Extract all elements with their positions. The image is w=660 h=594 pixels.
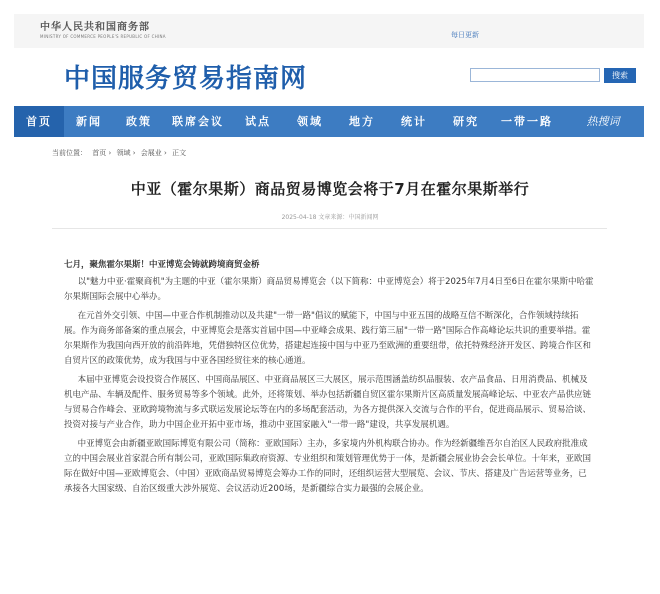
top-bar xyxy=(14,14,644,49)
ministry-english-name: MINISTRY OF COMMERCE PEOPLE'S REPUBLIC OF CHINA xyxy=(40,34,166,39)
title-divider xyxy=(52,228,607,229)
breadcrumb-label: 当前位置： xyxy=(52,149,87,157)
ministry-name[interactable]: 中华人民共和国商务部 xyxy=(40,22,150,33)
main-nav xyxy=(14,106,644,137)
breadcrumb-exhibition[interactable]: 会展业 xyxy=(140,149,162,157)
breadcrumb-current: 正文 xyxy=(172,149,187,157)
breadcrumb xyxy=(52,148,189,158)
site-logo-title[interactable]: 中国服务贸易指南网 xyxy=(64,64,308,94)
daily-update-link[interactable]: 每日更新 xyxy=(451,31,479,39)
nav-pilot[interactable]: 试点 xyxy=(245,115,271,128)
breadcrumb-fields[interactable]: 领域 xyxy=(116,149,131,157)
nav-research[interactable]: 研究 xyxy=(453,115,479,128)
breadcrumb-home[interactable]: 首页 xyxy=(92,149,107,157)
nav-hot-words[interactable]: 热搜词 xyxy=(586,115,620,128)
nav-belt-road[interactable]: 一带一路 xyxy=(501,115,553,128)
article-body xyxy=(64,258,594,501)
article-paragraph: 本届中亚博览会设投资合作展区、中国商品展区、中亚商品展区三大展区，展示范围涵盖纺织品服装、农产品食品、日用消费品、机械及机电产品、车辆及配件、服务贸易等多个领域。此外，还将策划、举办包括新疆自贸区霍尔果斯片区高质量发展高峰论坛、中亚农产品供应链与贸易合作峰会、亚欧跨境物流与多式联运发展论坛等在内的多场配套活动，为各方提供深入交流与合作的平台，促进商品展示、贸易洽谈、投资对接与产业合作，助力中国企业开拓中亚市场，推动中亚国家融入"一带一路"建设，共享发展机遇。 xyxy=(64,375,592,430)
article-paragraph: 在元首外交引领、中国—中亚合作机制推动以及共建"一带一路"倡议的赋能下，中国与中亚五国的战略互信不断深化，合作领域持续拓展。作为商务部备案的重点展会，中亚博览会是落实首届中国—中亚峰会成果、践行第三届"一带一路"国际合作高峰论坛共识的重要举措。霍尔果斯作为我国向西开放的前沿阵地，凭借独特区位优势，搭建起连接中国与中亚乃至欧洲的重要纽带，依托特殊经济开发区、跨境合作区和自贸片区的政策优势，成为我国与中亚各国经贸往来的核心通道。 xyxy=(64,311,592,366)
search-input[interactable] xyxy=(470,68,600,82)
article-title: 中亚（霍尔果斯）商品贸易博览会将于7月在霍尔果斯举行 xyxy=(130,180,530,198)
nav-statistics[interactable]: 统计 xyxy=(401,115,427,128)
article-meta: 2025-04-18 文章来源：中国新闻网 xyxy=(281,214,379,221)
nav-home[interactable]: 首页 xyxy=(14,106,64,137)
nav-news[interactable]: 新闻 xyxy=(76,115,102,128)
nav-local[interactable]: 地方 xyxy=(349,115,375,128)
nav-fields[interactable]: 领域 xyxy=(297,115,323,128)
article-paragraph: 中亚博览会由新疆亚欧国际博览有限公司（简称：亚欧国际）主办，多家境内外机构联合协办。作为经新疆维吾尔自治区人民政府批准成立的中国会展业首家混合所有制公司，亚欧国际集政府资源、专业组织和策划管理优势于一体，是新疆会展业协会会长单位。十年来，亚欧国际在做好中国—亚欧博览会、（中国）亚欧商品贸易博览会筹办工作的同时，还组织运营大型展览、会议、节庆、搭建及广告运营等业务，已承接各大国家级、自治区级重大涉外展览、会议活动近200场，是新疆综合实力最强的会展企业。 xyxy=(64,439,592,494)
nav-joint-meeting[interactable]: 联席会议 xyxy=(172,115,224,128)
article-lead: 七月，聚焦霍尔果斯！中亚博览会铸就跨境商贸金桥 xyxy=(64,260,260,270)
site-header xyxy=(14,48,644,104)
search-button[interactable]: 搜索 xyxy=(604,68,636,83)
breadcrumb-separator: › xyxy=(164,149,167,157)
nav-policy[interactable]: 政策 xyxy=(126,115,152,128)
breadcrumb-separator: › xyxy=(108,149,112,157)
breadcrumb-separator: › xyxy=(132,149,136,157)
article-paragraph: 以"魅力中亚·霍聚商机"为主题的中亚（霍尔果斯）商品贸易博览会（以下简称：中亚博览会）将于2025年7月4日至6日在霍尔果斯中哈霍尔果斯国际会展中心举办。 xyxy=(64,277,594,302)
